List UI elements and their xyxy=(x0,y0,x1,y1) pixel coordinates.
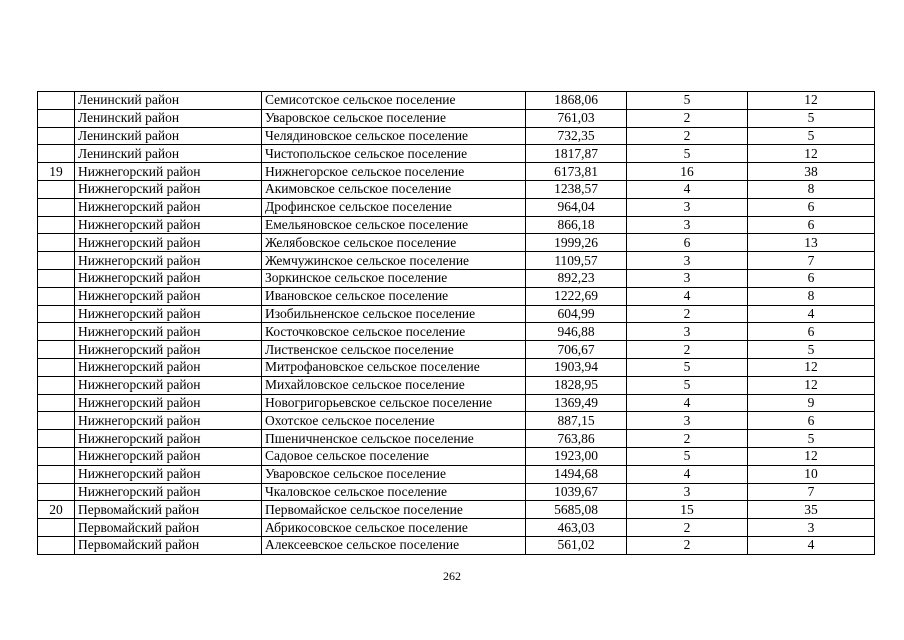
table-row xyxy=(38,163,875,181)
district-cell: Нижнегорский район xyxy=(75,234,262,252)
area-cell: 946,88 xyxy=(526,323,627,341)
count-a-cell: 2 xyxy=(627,341,748,359)
count-b-cell: 9 xyxy=(748,394,875,412)
district-cell: Нижнегорский район xyxy=(75,412,262,430)
row-number-cell xyxy=(38,198,75,216)
district-cell: Первомайский район xyxy=(75,536,262,554)
district-cell: Нижнегорский район xyxy=(75,163,262,181)
count-b-cell: 13 xyxy=(748,234,875,252)
count-a-cell: 3 xyxy=(627,216,748,234)
settlement-cell: Пшеничненское сельское поселение xyxy=(262,430,526,448)
count-a-cell: 5 xyxy=(627,145,748,163)
area-cell: 1999,26 xyxy=(526,234,627,252)
count-b-cell: 10 xyxy=(748,465,875,483)
row-number-cell xyxy=(38,252,75,270)
count-b-cell: 38 xyxy=(748,163,875,181)
table-row xyxy=(38,465,875,483)
count-b-cell: 6 xyxy=(748,412,875,430)
count-b-cell: 12 xyxy=(748,92,875,110)
district-cell: Нижнегорский район xyxy=(75,323,262,341)
count-b-cell: 12 xyxy=(748,145,875,163)
settlement-cell: Косточковское сельское поселение xyxy=(262,323,526,341)
row-number-cell xyxy=(38,394,75,412)
table-row xyxy=(38,394,875,412)
settlement-cell: Ивановское сельское поселение xyxy=(262,287,526,305)
district-cell: Ленинский район xyxy=(75,127,262,145)
table-row xyxy=(38,198,875,216)
area-cell: 706,67 xyxy=(526,341,627,359)
settlement-cell: Первомайское сельское поселение xyxy=(262,501,526,519)
district-cell: Нижнегорский район xyxy=(75,269,262,287)
row-number-cell xyxy=(38,109,75,127)
area-cell: 866,18 xyxy=(526,216,627,234)
count-a-cell: 2 xyxy=(627,430,748,448)
count-a-cell: 2 xyxy=(627,519,748,537)
district-cell: Первомайский район xyxy=(75,519,262,537)
table-row xyxy=(38,269,875,287)
table-row xyxy=(38,447,875,465)
count-b-cell: 8 xyxy=(748,287,875,305)
table-row xyxy=(38,180,875,198)
district-cell: Первомайский район xyxy=(75,501,262,519)
settlement-cell: Новогригорьевское сельское поселение xyxy=(262,394,526,412)
row-number-cell xyxy=(38,519,75,537)
table-body xyxy=(38,92,875,555)
row-number-cell xyxy=(38,341,75,359)
row-number-cell xyxy=(38,430,75,448)
table-row xyxy=(38,519,875,537)
district-cell: Ленинский район xyxy=(75,92,262,110)
area-cell: 1923,00 xyxy=(526,447,627,465)
table-row xyxy=(38,536,875,554)
count-a-cell: 5 xyxy=(627,92,748,110)
table-row xyxy=(38,323,875,341)
area-cell: 604,99 xyxy=(526,305,627,323)
district-cell: Нижнегорский район xyxy=(75,483,262,501)
count-a-cell: 3 xyxy=(627,252,748,270)
district-cell: Нижнегорский район xyxy=(75,216,262,234)
area-cell: 887,15 xyxy=(526,412,627,430)
count-b-cell: 12 xyxy=(748,447,875,465)
count-a-cell: 6 xyxy=(627,234,748,252)
row-number-cell: 20 xyxy=(38,501,75,519)
table-row xyxy=(38,305,875,323)
count-a-cell: 2 xyxy=(627,305,748,323)
count-a-cell: 4 xyxy=(627,394,748,412)
area-cell: 1369,49 xyxy=(526,394,627,412)
count-a-cell: 5 xyxy=(627,447,748,465)
district-cell: Нижнегорский район xyxy=(75,430,262,448)
count-b-cell: 12 xyxy=(748,358,875,376)
settlement-cell: Нижнегорское сельское поселение xyxy=(262,163,526,181)
count-a-cell: 2 xyxy=(627,127,748,145)
area-cell: 1828,95 xyxy=(526,376,627,394)
settlement-cell: Чистопольское сельское поселение xyxy=(262,145,526,163)
table-row xyxy=(38,127,875,145)
row-number-cell xyxy=(38,358,75,376)
count-b-cell: 5 xyxy=(748,430,875,448)
area-cell: 892,23 xyxy=(526,269,627,287)
row-number-cell xyxy=(38,269,75,287)
count-b-cell: 6 xyxy=(748,198,875,216)
settlement-cell: Семисотское сельское поселение xyxy=(262,92,526,110)
area-cell: 1238,57 xyxy=(526,180,627,198)
area-cell: 761,03 xyxy=(526,109,627,127)
settlement-cell: Чкаловское сельское поселение xyxy=(262,483,526,501)
settlement-cell: Акимовское сельское поселение xyxy=(262,180,526,198)
table-row xyxy=(38,216,875,234)
area-cell: 763,86 xyxy=(526,430,627,448)
area-cell: 1222,69 xyxy=(526,287,627,305)
count-b-cell: 35 xyxy=(748,501,875,519)
table-row xyxy=(38,430,875,448)
district-cell: Нижнегорский район xyxy=(75,465,262,483)
table-row xyxy=(38,252,875,270)
settlement-cell: Емельяновское сельское поселение xyxy=(262,216,526,234)
count-a-cell: 16 xyxy=(627,163,748,181)
table-row xyxy=(38,145,875,163)
table-row xyxy=(38,287,875,305)
district-cell: Нижнегорский район xyxy=(75,341,262,359)
area-cell: 463,03 xyxy=(526,519,627,537)
count-a-cell: 15 xyxy=(627,501,748,519)
row-number-cell xyxy=(38,216,75,234)
area-cell: 1817,87 xyxy=(526,145,627,163)
row-number-cell xyxy=(38,483,75,501)
district-cell: Нижнегорский район xyxy=(75,305,262,323)
count-b-cell: 5 xyxy=(748,127,875,145)
row-number-cell xyxy=(38,180,75,198)
count-b-cell: 7 xyxy=(748,483,875,501)
area-cell: 1109,57 xyxy=(526,252,627,270)
district-cell: Ленинский район xyxy=(75,145,262,163)
count-a-cell: 4 xyxy=(627,180,748,198)
table-row xyxy=(38,483,875,501)
district-cell: Нижнегорский район xyxy=(75,358,262,376)
count-a-cell: 3 xyxy=(627,323,748,341)
count-a-cell: 3 xyxy=(627,412,748,430)
table-row xyxy=(38,234,875,252)
district-cell: Нижнегорский район xyxy=(75,287,262,305)
district-cell: Ленинский район xyxy=(75,109,262,127)
settlement-cell: Желябовское сельское поселение xyxy=(262,234,526,252)
table-row xyxy=(38,376,875,394)
row-number-cell xyxy=(38,92,75,110)
settlement-cell: Жемчужинское сельское поселение xyxy=(262,252,526,270)
count-a-cell: 4 xyxy=(627,465,748,483)
count-b-cell: 8 xyxy=(748,180,875,198)
settlements-table xyxy=(37,91,875,555)
table-row xyxy=(38,92,875,110)
page-number: 262 xyxy=(443,569,461,583)
area-cell: 6173,81 xyxy=(526,163,627,181)
row-number-cell xyxy=(38,465,75,483)
row-number-cell xyxy=(38,127,75,145)
count-a-cell: 5 xyxy=(627,376,748,394)
row-number-cell xyxy=(38,323,75,341)
settlement-cell: Изобильненское сельское поселение xyxy=(262,305,526,323)
area-cell: 561,02 xyxy=(526,536,627,554)
settlement-cell: Зоркинское сельское поселение xyxy=(262,269,526,287)
count-a-cell: 5 xyxy=(627,358,748,376)
row-number-cell xyxy=(38,305,75,323)
district-cell: Нижнегорский район xyxy=(75,447,262,465)
count-a-cell: 2 xyxy=(627,536,748,554)
area-cell: 1868,06 xyxy=(526,92,627,110)
settlement-cell: Челядиновское сельское поселение xyxy=(262,127,526,145)
row-number-cell xyxy=(38,145,75,163)
count-b-cell: 6 xyxy=(748,323,875,341)
count-a-cell: 2 xyxy=(627,109,748,127)
area-cell: 1039,67 xyxy=(526,483,627,501)
row-number-cell xyxy=(38,376,75,394)
row-number-cell xyxy=(38,412,75,430)
count-b-cell: 12 xyxy=(748,376,875,394)
count-b-cell: 4 xyxy=(748,536,875,554)
area-cell: 964,04 xyxy=(526,198,627,216)
count-b-cell: 3 xyxy=(748,519,875,537)
area-cell: 732,35 xyxy=(526,127,627,145)
row-number-cell xyxy=(38,234,75,252)
count-a-cell: 3 xyxy=(627,269,748,287)
table-row xyxy=(38,412,875,430)
district-cell: Нижнегорский район xyxy=(75,394,262,412)
count-b-cell: 7 xyxy=(748,252,875,270)
row-number-cell: 19 xyxy=(38,163,75,181)
settlement-cell: Михайловское сельское поселение xyxy=(262,376,526,394)
settlement-cell: Алексеевское сельское поселение xyxy=(262,536,526,554)
settlement-cell: Садовое сельское поселение xyxy=(262,447,526,465)
count-b-cell: 5 xyxy=(748,341,875,359)
settlement-cell: Абрикосовское сельское поселение xyxy=(262,519,526,537)
count-b-cell: 4 xyxy=(748,305,875,323)
area-cell: 5685,08 xyxy=(526,501,627,519)
table-row xyxy=(38,358,875,376)
settlement-cell: Уваровское сельское поселение xyxy=(262,109,526,127)
row-number-cell xyxy=(38,536,75,554)
settlement-cell: Дрофинское сельское поселение xyxy=(262,198,526,216)
settlement-cell: Лиственское сельское поселение xyxy=(262,341,526,359)
area-cell: 1903,94 xyxy=(526,358,627,376)
settlement-cell: Охотское сельское поселение xyxy=(262,412,526,430)
count-a-cell: 3 xyxy=(627,198,748,216)
count-b-cell: 6 xyxy=(748,269,875,287)
table-row xyxy=(38,341,875,359)
table-row xyxy=(38,501,875,519)
district-cell: Нижнегорский район xyxy=(75,376,262,394)
area-cell: 1494,68 xyxy=(526,465,627,483)
row-number-cell xyxy=(38,287,75,305)
district-cell: Нижнегорский район xyxy=(75,252,262,270)
count-a-cell: 4 xyxy=(627,287,748,305)
count-a-cell: 3 xyxy=(627,483,748,501)
settlement-cell: Митрофановское сельское поселение xyxy=(262,358,526,376)
district-cell: Нижнегорский район xyxy=(75,180,262,198)
settlement-cell: Уваровское сельское поселение xyxy=(262,465,526,483)
table-row xyxy=(38,109,875,127)
count-b-cell: 5 xyxy=(748,109,875,127)
count-b-cell: 6 xyxy=(748,216,875,234)
row-number-cell xyxy=(38,447,75,465)
district-cell: Нижнегорский район xyxy=(75,198,262,216)
